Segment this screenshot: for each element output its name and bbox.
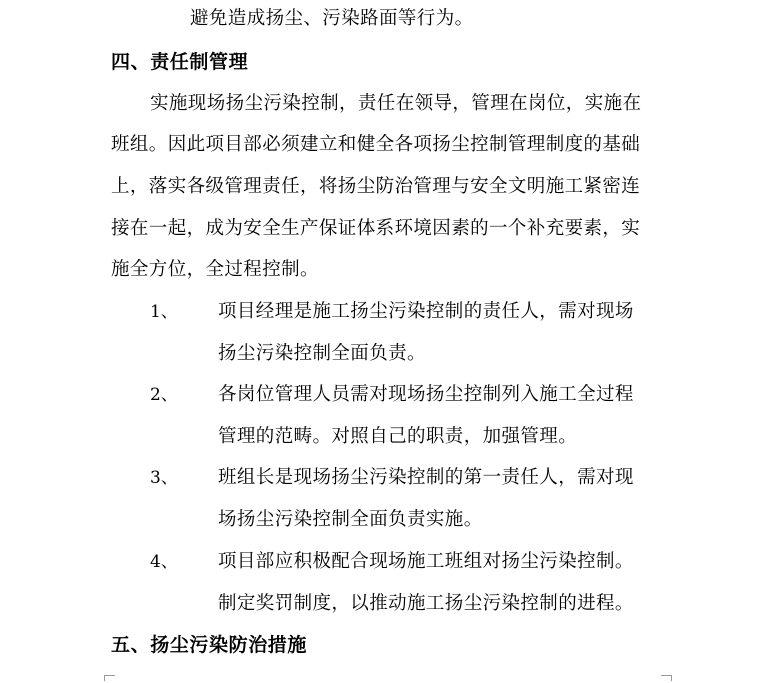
list-item-line: 项目经理是施工扬尘污染控制的责任人，需对现场 — [218, 301, 634, 322]
section-4-paragraph-line: 上，落实各级管理责任，将扬尘防治管理与安全文明施工紧密连 — [111, 176, 641, 197]
list-item-number: 4、 — [150, 552, 178, 572]
list-item-number: 1、 — [150, 302, 178, 322]
intro-line: 避免造成扬尘、污染路面等行为。 — [190, 8, 474, 29]
list-item-line: 制定奖罚制度，以推动施工扬尘污染控制的进程。 — [218, 593, 634, 614]
list-item-line: 各岗位管理人员需对现场扬尘控制列入施工全过程 — [218, 384, 634, 405]
section-4-heading: 四、责任制管理 — [111, 51, 249, 73]
margin-marker-right — [661, 675, 672, 681]
section-4-paragraph-line: 接在一起，成为安全生产保证体系环境因素的一个补充要素，实 — [111, 218, 641, 239]
list-item-line: 项目部应积极配合现场施工班组对扬尘污染控制。 — [218, 551, 634, 572]
section-4-paragraph-line: 施全方位，全过程控制。 — [111, 259, 319, 280]
list-item-line: 班组长是现场扬尘污染控制的第一责任人，需对现 — [218, 467, 634, 488]
list-item-line: 扬尘污染控制全面负责。 — [218, 343, 426, 364]
section-4-paragraph-line: 班组。因此项目部必须建立和健全各项扬尘控制管理制度的基础 — [111, 134, 641, 155]
section-4-paragraph-line: 实施现场扬尘污染控制，责任在领导，管理在岗位，实施在 — [150, 93, 642, 114]
list-item-line: 管理的范畴。对照自己的职责，加强管理。 — [218, 426, 578, 447]
list-item-number: 3、 — [150, 468, 178, 488]
section-5-heading: 五、扬尘污染防治措施 — [111, 634, 308, 656]
list-item-line: 场扬尘污染控制全面负责实施。 — [218, 509, 483, 530]
margin-marker-left — [104, 675, 115, 681]
list-item-number: 2、 — [150, 385, 178, 405]
